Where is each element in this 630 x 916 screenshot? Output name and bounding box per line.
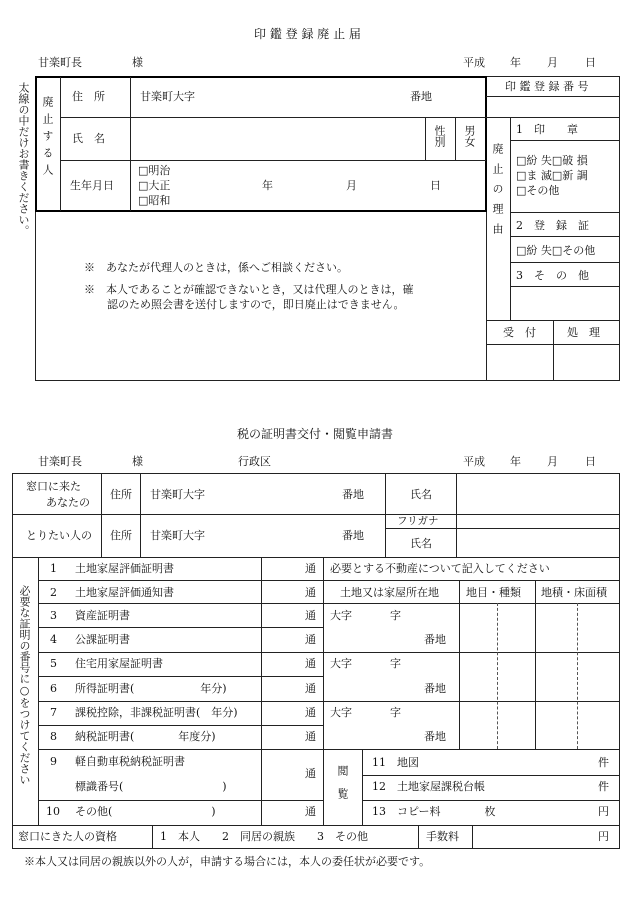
form2-item-no-2[interactable]: 2: [50, 586, 57, 599]
form2-qual-col: [152, 825, 153, 849]
form2-col-area: 地積・床面積: [541, 586, 607, 599]
form1-addressee: 甘楽町長: [38, 56, 82, 69]
form1-process-label: 処 理: [567, 326, 600, 339]
form2-tsu-1: 通: [305, 562, 316, 575]
form2-title: 税の証明書交付・閲覧申請書: [237, 427, 394, 441]
form2-view-unit-1: 件: [598, 756, 609, 769]
form2-item-line-2: [38, 603, 323, 604]
form2-prop2-aza: 大字: [330, 657, 352, 670]
form2-item-label-10: その他( ): [75, 805, 216, 818]
form2-view-unit-3: 円: [598, 805, 609, 818]
form2-era: 平成: [463, 455, 485, 468]
form2-target-address-label: 住所: [110, 529, 132, 542]
form1-reg-no-box-line: [486, 117, 620, 118]
form2-item-label-2: 土地家屋評価通知書: [75, 586, 174, 599]
form1-sex-label: 性別: [433, 125, 446, 147]
form2-item-label-7: 課税控除，非課税証明書( 年分): [75, 706, 238, 719]
form2-visitor-address-label: 住所: [110, 488, 132, 501]
form2-visitor-address-value: 甘楽町大字: [150, 488, 205, 501]
form2-property-dash-1: [497, 603, 498, 749]
form1-sex-col-line-a: [425, 117, 426, 160]
form1-reason-3-line: [510, 286, 620, 287]
form2-item-line-8: [38, 749, 323, 750]
form1-dob-day: 日: [430, 179, 441, 192]
form2-item-label-4: 公課証明書: [75, 633, 130, 646]
form2-sama: 様: [132, 455, 143, 468]
form2-footnote: ※本人又は同居の親族以外の人が，申請する場合には，本人の委任状が必要です。: [24, 855, 431, 868]
form1-person-col-line: [60, 77, 61, 211]
form2-item-label-6: 所得証明書( 年分): [75, 682, 227, 695]
form1-reason-2: 2 登 録 証: [516, 219, 589, 232]
form1-reason-col-line: [510, 117, 511, 320]
form1-reason-3: 3 そ の 他: [516, 269, 589, 282]
form2-year: 年: [510, 455, 521, 468]
form2-view-item-2[interactable]: 12 土地家屋課税台帳: [372, 780, 485, 793]
form1-receipt-line: [486, 344, 620, 345]
form2-prop2-ji: 字: [390, 657, 401, 670]
form1-reason-2-line: [510, 236, 620, 237]
form1-reg-no-line: [486, 96, 620, 97]
form1-month: 月: [547, 56, 558, 69]
form1-reason-1: 1 印 章: [516, 123, 578, 136]
form2-item-line-4: [38, 652, 323, 653]
form2-property-note: 必要とする不動産について記入してください: [330, 562, 550, 575]
form1-note-1: ※ あなたが代理人のときは，係へご相談ください。: [84, 261, 348, 274]
form2-property-line-5: [323, 749, 620, 750]
form2-target-name-label: 氏名: [410, 537, 432, 550]
form2-visitor-name-label: 氏名: [410, 488, 432, 501]
form1-address-value: 甘楽町大字: [140, 90, 195, 103]
form2-property-line-1: [323, 580, 620, 581]
form2-tsu-3: 通: [305, 609, 316, 622]
form2-addressee: 甘楽町長: [38, 455, 82, 468]
form1-reason-3-top: [510, 262, 620, 263]
form2-visitor-label-2: あなたの: [46, 496, 90, 509]
form2-prop1-ji: 字: [390, 609, 401, 622]
form2-item-no-7[interactable]: 7: [50, 706, 57, 719]
form2-property-line-2: [323, 603, 620, 604]
form2-target-banchi: 番地: [342, 529, 364, 542]
form2-item-no-8[interactable]: 8: [50, 730, 57, 743]
form1-name-label: 氏 名: [72, 132, 105, 145]
form2-view-line-2: [362, 800, 620, 801]
form1-title: 印 鑑 登 録 廃 止 届: [254, 27, 361, 41]
form2-property-area-col: [535, 580, 536, 749]
form2-tsu-4: 通: [305, 633, 316, 646]
form2-tsu-10: 通: [305, 805, 316, 818]
form2-fee-label: 手数料: [426, 830, 459, 843]
form2-item9-sub: 標識番号( ): [75, 780, 227, 793]
form1-reg-no-label: 印 鑑 登 録 番 号: [505, 80, 589, 93]
form2-prop3-banchi: 番地: [424, 730, 446, 743]
form1-dob-label: 生年月日: [70, 179, 114, 192]
form2-tsu-9: 通: [305, 767, 316, 780]
form1-era-meiji[interactable]: □明治: [138, 164, 171, 177]
form1-day: 日: [585, 56, 596, 69]
form1-reason-1-line: [510, 140, 620, 141]
form1-note-3: 認のため照会書を送付しますので，即日廃止はできません。: [107, 298, 405, 311]
form2-prop3-ji: 字: [390, 706, 401, 719]
form1-receipt-label: 受 付: [503, 326, 536, 339]
form2-qual-options[interactable]: 1 本人 2 同居の親族 3 その他: [160, 830, 368, 843]
form1-era-showa[interactable]: □昭和: [138, 194, 171, 207]
form2-fee-unit: 円: [598, 830, 609, 843]
form2-qual-row-line: [12, 825, 620, 826]
form2-district: 行政区: [238, 455, 271, 468]
form1-row-line-1: [60, 117, 486, 118]
form2-furigana-label: フリガナ: [397, 515, 439, 527]
form1-side-note: 太線の中だけお書きください。: [17, 82, 30, 236]
form2-fee-col-a: [418, 825, 419, 849]
form1-reason-1-opt-1[interactable]: □紛 失□破 損: [516, 154, 588, 167]
form2-name-col-a: [385, 473, 386, 557]
form2-target-label: とりたい人の: [26, 529, 92, 542]
form1-dob-year: 年: [262, 179, 273, 192]
form2-view-unit-2: 件: [598, 780, 609, 793]
form2-day: 日: [585, 455, 596, 468]
form2-item-col: [261, 557, 262, 825]
form2-fee-col-b: [472, 825, 473, 849]
form1-era: 平成: [463, 56, 485, 69]
form2-side-col: [38, 557, 39, 825]
form2-tsu-2: 通: [305, 586, 316, 599]
form1-address-label: 住 所: [72, 90, 105, 103]
form2-property-line-4: [323, 701, 620, 702]
form2-property-line-3: [323, 652, 620, 653]
form2-item-label-1: 土地家屋評価証明書: [75, 562, 174, 575]
form1-note-2: ※ 本人であることが確認できないとき，又は代理人のときは，確: [84, 283, 414, 296]
form2-view-item-3[interactable]: 13 コピー料 枚: [372, 805, 496, 818]
form2-item-line-7: [38, 725, 323, 726]
form2-prop2-banchi: 番地: [424, 682, 446, 695]
form2-furigana-line: [385, 528, 620, 529]
form2-item-no-3[interactable]: 3: [50, 609, 57, 622]
form2-item-no-6[interactable]: 6: [50, 682, 57, 695]
form2-prop1-banchi: 番地: [424, 633, 446, 646]
form1-era-taisho[interactable]: □大正: [138, 179, 171, 192]
form2-prop1-aza: 大字: [330, 609, 352, 622]
form2-item-label-5: 住宅用家屋証明書: [75, 657, 163, 670]
form2-item-no-4[interactable]: 4: [50, 633, 57, 646]
form2-item-no-5[interactable]: 5: [50, 657, 57, 670]
form1-banchi: 番地: [410, 90, 432, 103]
form2-property-type-col: [459, 580, 460, 749]
form2-tsu-6: 通: [305, 682, 316, 695]
form1-sex-col-line-b: [455, 117, 456, 160]
form1-reason-1-opt-2[interactable]: □ま 滅□新 調: [516, 169, 588, 182]
form2-visitor-banchi: 番地: [342, 488, 364, 501]
form2-month: 月: [547, 455, 558, 468]
form2-item-no-10[interactable]: 10: [46, 805, 60, 818]
form2-item-no-1[interactable]: 1: [50, 562, 57, 575]
form2-item-line-3: [38, 627, 323, 628]
form2-visitor-label-1: 窓口に来た: [26, 480, 81, 493]
form2-col-location: 土地又は家屋所在地: [340, 586, 439, 599]
form2-item-label-3: 資産証明書: [75, 609, 130, 622]
form2-item-line-5: [38, 676, 323, 677]
form2-item-line-6: [38, 701, 323, 702]
form1-reason-1-opt-3[interactable]: □その他: [516, 184, 560, 197]
form2-col-type: 地目・種類: [466, 586, 521, 599]
form2-address-col: [140, 473, 141, 557]
form1-sex-value[interactable]: 男女: [463, 125, 476, 147]
form2-side-note: 必要な証明の番号に○をつけてください: [18, 585, 31, 785]
form2-visitor-row-line: [12, 514, 620, 515]
form1-reason-label: 廃止の理由: [491, 143, 504, 243]
form2-label-col: [101, 473, 102, 557]
form2-item-line-1: [38, 580, 323, 581]
form1-row-line-2: [60, 160, 486, 161]
form2-view-item-1[interactable]: 11 地図: [372, 756, 419, 769]
form2-view-line-1: [362, 775, 620, 776]
form1-reason-2-opts[interactable]: □紛 失□その他: [516, 244, 596, 257]
form2-item-label-9: 軽自動車税納税証明書: [75, 755, 185, 768]
form1-receipt-divider: [553, 320, 554, 381]
form2-property-dash-2: [577, 603, 578, 749]
form1-reason-2-top: [510, 212, 620, 213]
form2-item-line-9: [38, 800, 323, 801]
form2-tsu-7: 通: [305, 706, 316, 719]
form1-year: 年: [510, 56, 521, 69]
form2-view-label: 閲覧: [336, 765, 349, 811]
form1-dob-month: 月: [346, 179, 357, 192]
form2-view-col: [362, 749, 363, 825]
form2-tsu-5: 通: [305, 657, 316, 670]
form1-sama: 様: [132, 56, 143, 69]
form2-item-no-9[interactable]: 9: [50, 755, 57, 768]
form2-target-row-line: [12, 557, 620, 558]
form2-target-address-value: 甘楽町大字: [150, 529, 205, 542]
form1-person-label: 廃止する人: [41, 96, 54, 181]
form2-tsu-8: 通: [305, 730, 316, 743]
form1-label-col-line: [130, 77, 131, 211]
form2-name-col-b: [456, 473, 457, 557]
form2-qual-label: 窓口にきた人の資格: [18, 830, 117, 843]
form2-item-label-8: 納税証明書( 年度分): [75, 730, 216, 743]
form2-count-col: [323, 557, 324, 825]
form2-prop3-aza: 大字: [330, 706, 352, 719]
